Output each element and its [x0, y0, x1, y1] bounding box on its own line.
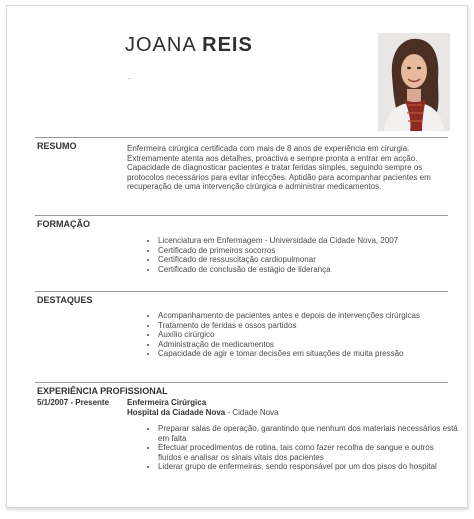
header-dot: . — [128, 72, 131, 81]
list-item: • Administração de medicamentos — [158, 340, 458, 350]
education-list — [145, 236, 458, 274]
list-item: • Certificado de ressuscitação cardiopulmonar — [158, 255, 458, 265]
job-dates: 5/1/2007 - Presente — [37, 398, 110, 407]
employer-name: Hospital da Ciadade Nova — [127, 408, 226, 417]
list-item: • Auxílio cirúrgico — [158, 330, 458, 340]
job-employer — [127, 408, 279, 417]
list-item: • Licenciatura em Enfermagem - Universidade da Cidade Nova, 2007 — [158, 236, 458, 246]
first-name: JOANA — [125, 34, 196, 56]
list-item: • Preparar salas de operação, garantindo que nenhum dos materiais necessários está em falta — [158, 424, 458, 443]
list-item: • Certificado de conclusão de estágio de liderança — [158, 265, 458, 275]
last-name: REIS — [202, 34, 253, 56]
employer-separator: - — [225, 408, 233, 417]
candidate-name — [125, 34, 253, 57]
list-item: • Capacidade de agir e tomar decisões em situações de muita pressão — [158, 349, 458, 359]
section-divider — [35, 215, 448, 216]
list-item: • Certificado de primeiros socorros — [158, 246, 458, 256]
list-item: • Liderar grupo de enfermeiras, sendo responsável por um dos pisos do hospital — [158, 462, 458, 472]
employer-location: Cidade Nova — [232, 408, 279, 417]
summary-text: Enfermeira cirúrgica certificada com mais de 8 anos de experiência em cirurgia. Extremamente atenta aos detalhes, proactiva e sempre pronta a entrar em acção. Capacidade de diagnosticar pacientes e tratar feridas simples, seguindo sempre os protocolos necessários para evitar infecções. Aptidão para acompanhar pacientes em recuperação de uma intervenção cirúrgica e administrar medicamentos. — [127, 144, 431, 192]
section-divider — [35, 291, 448, 292]
resume-page — [6, 5, 468, 508]
section-title-experiencia: EXPERIÊNCIA PROFISSIONAL — [37, 386, 168, 396]
list-item: • Acompanhamento de pacientes antes e depois de intervenções cirúrgicas — [158, 311, 458, 321]
job-duties-list — [145, 424, 458, 472]
job-title: Enfermeira Cirúrgica — [127, 398, 207, 407]
section-title-formacao: FORMAÇÃO — [37, 219, 90, 229]
section-title-resumo: RESUMO — [37, 141, 77, 151]
portrait-image — [378, 33, 450, 131]
list-item: • Tratamento de feridas e ossos partidos — [158, 321, 458, 331]
section-divider — [35, 137, 448, 138]
profile-photo — [378, 33, 450, 131]
section-divider — [35, 382, 448, 383]
highlights-list — [145, 311, 458, 359]
section-title-destaques: DESTAQUES — [37, 295, 93, 305]
list-item: • Efectuar procedimentos de rotina, tais como fazer recolha de sangue e outros fluídos e analisar os sinais vitais dos pacientes — [158, 443, 458, 462]
